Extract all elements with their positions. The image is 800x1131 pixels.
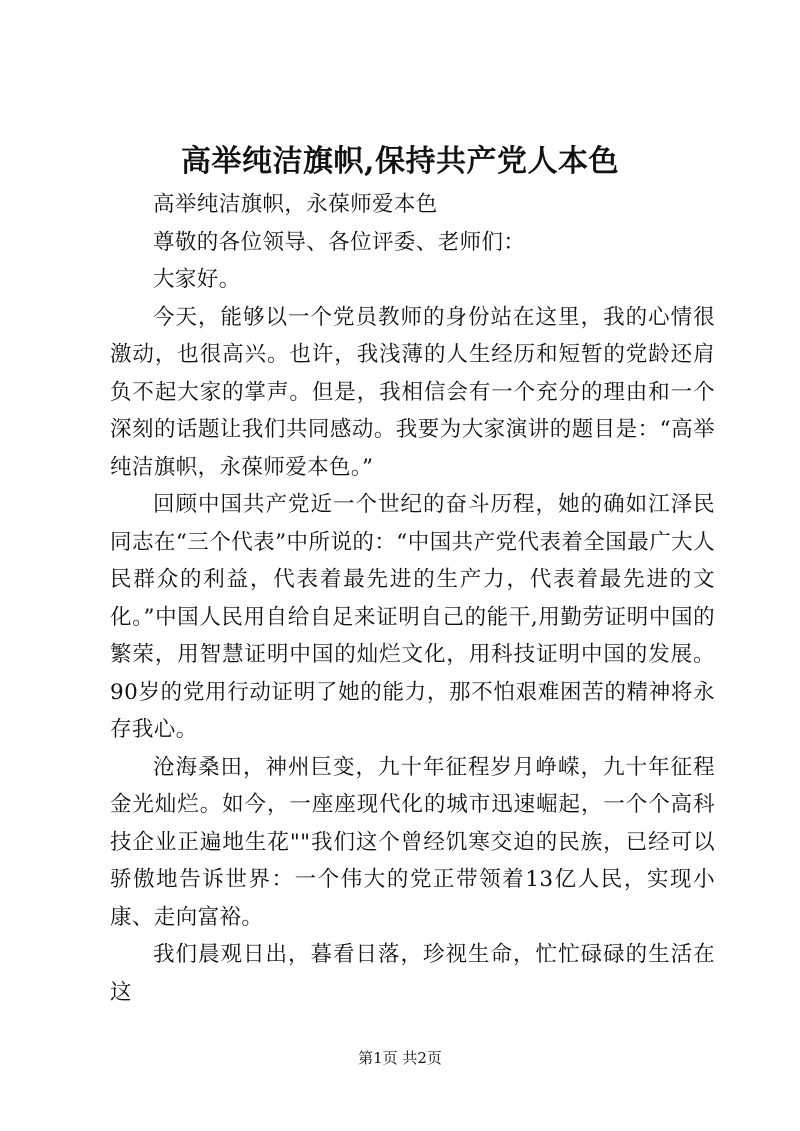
page-title: 高举纯洁旗帜,保持共产党人本色 — [181, 144, 619, 179]
body-paragraph: 回顾中国共产党近一个世纪的奋斗历程，她的确如江泽民同志在“三个代表”中所说的：“中国共产党代表着全国最广大人民群众的利益，代表着最先进的生产力，代表着最先进的文化。”中国人民用自给自足来证明自己的能干,用勤劳证明中国的繁荣，用智慧证明中国的灿烂文化，用科技证明中国的发展。90岁的党用行动证明了她的能力，那不怕艰难困苦的精神将永存我心。 — [110, 492, 715, 742]
body-paragraph: 沧海桑田，神州巨变，九十年征程岁月峥嵘，九十年征程金光灿烂。如今，一座座现代化的城市迅速崛起，一个个高科技企业正遍地生花""我们这个曾经饥寒交迫的民族，已经可以骄傲地告诉世界：一个伟大的党正带领着13亿人民，实现小康、走向富裕。 — [110, 754, 715, 930]
subtitle-paragraph: 高举纯洁旗帜，永葆师爱本色 — [153, 192, 438, 217]
greeting-paragraph: 大家好。 — [153, 267, 241, 292]
body-paragraph: 我们晨观日出，暮看日落，珍视生命，忙忙碌碌的生活在这 — [110, 942, 715, 1005]
page-number-footer: 第1页 共2页 — [358, 1049, 442, 1067]
salutation-paragraph: 尊敬的各位领导、各位评委、老师们： — [153, 229, 526, 255]
body-paragraph: 今天，能够以一个党员教师的身份站在这里，我的心情很激动，也很高兴。也许，我浅薄的人生经历和短暂的党龄还肩负不起大家的掌声。但是，我相信会有一个充分的理由和一个深刻的话题让我们共同感动。我要为大家演讲的题目是：“高举纯洁旗帜，永葆师爱本色。” — [110, 304, 715, 480]
document-body — [110, 186, 715, 1011]
